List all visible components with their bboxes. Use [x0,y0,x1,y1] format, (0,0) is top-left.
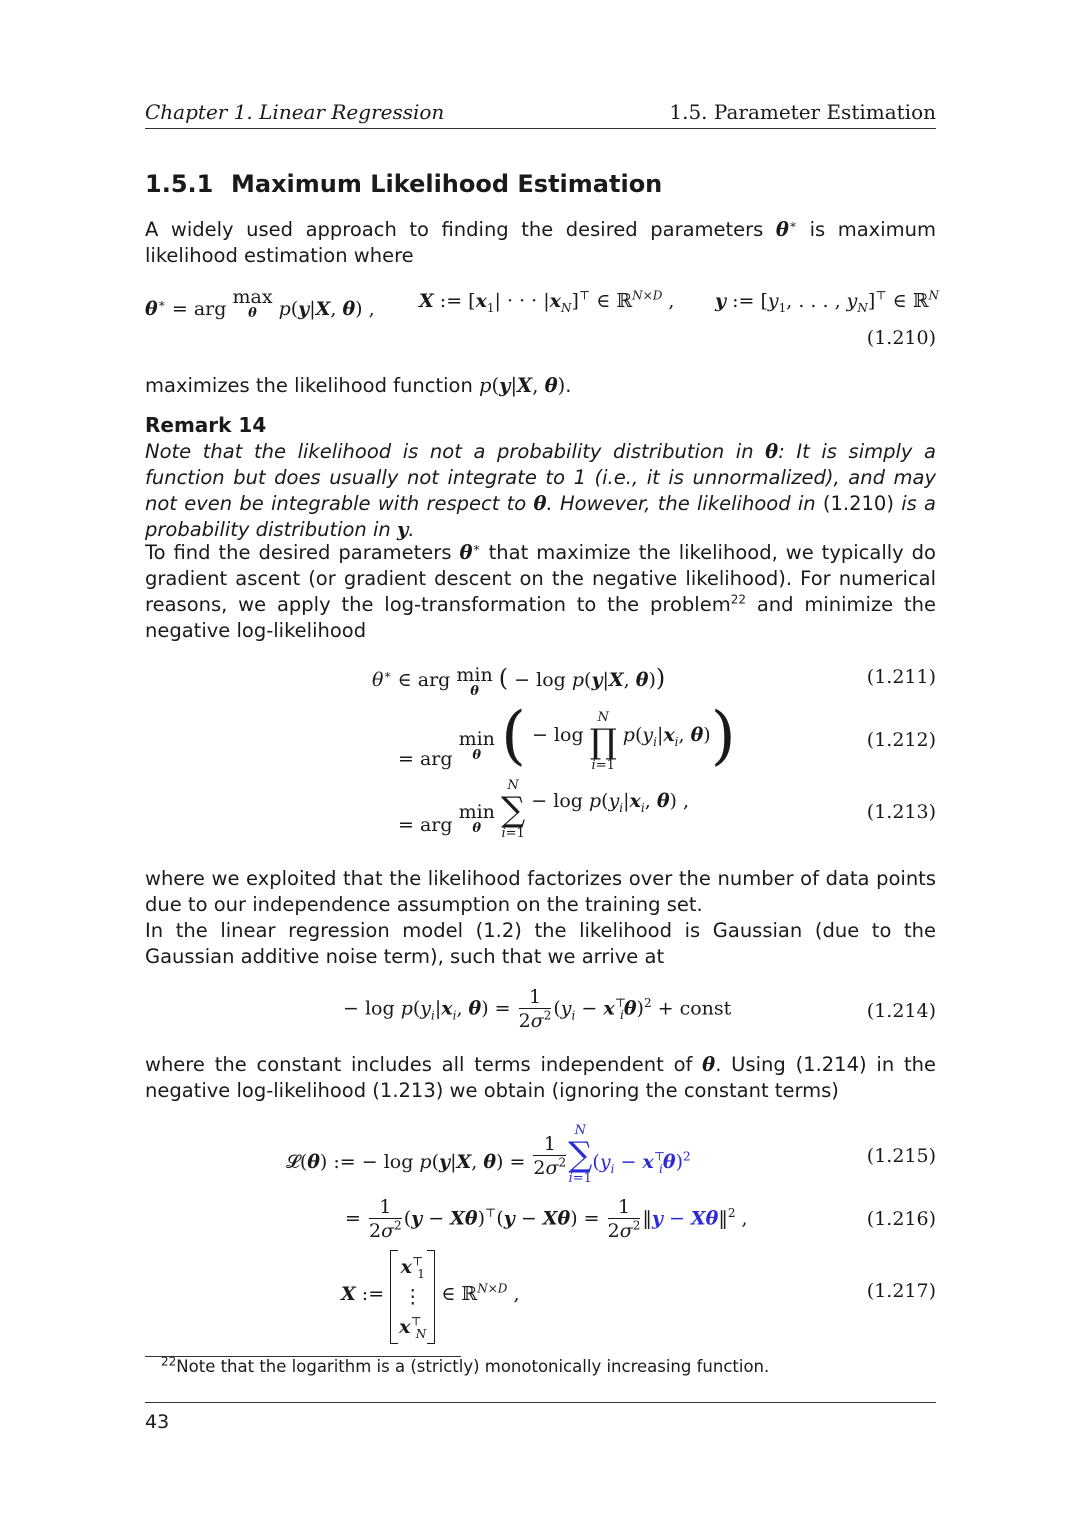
equation-1-215: 𝓛(θ) := − log p(y|X, θ) = $\frac{1}{2\sigma^2}$ N ∑ i=1 $(y_i - x^⊤_i\theta)^2$ [286,1123,691,1186]
find-text-a: To find the desired parameters [145,541,460,564]
find-text-c: and minimize the negative log-likelihood [145,593,937,642]
intro-paragraph: A widely used approach to finding the desired parameters θ∗ is maximum likelihood estimation where [145,217,936,267]
footer-rule [145,1402,936,1403]
intro-text-b: is maximum likelihood estimation where [145,218,936,267]
equation-number-1-211: (1.211) [866,666,936,688]
constant-text-a: where the constant includes all terms independent of [145,1053,703,1076]
footnote [161,1354,770,1376]
maximizes-period: . [565,374,572,397]
equation-number-1-210: (1.210) [866,327,936,349]
maximizes-text: maximizes the likelihood function [145,374,480,397]
remark-body: Note that the likelihood is not a probability distribution in θ: It is simply a function but does usually not integrate to 1 (i.e., it is unnormalized), and may not even be integrable with respect to θ. However, the likelihood in (1.210) is a probability distribution in y. [145,440,936,541]
remark-ref: (1.210) [822,492,894,515]
equation-1-210: θ∗ = arg max θ p(y|X, θ) , [145,286,375,321]
equation-1-213: = arg min θ N ∑ i=1 − $\log p(y_i|x_i$, θ) , [398,778,689,841]
section-number: 1.5.1 [145,170,214,198]
footnote-mark: 22 [161,1354,177,1369]
equation-number-1-212: (1.212) [866,729,936,751]
equation-number-1-215: (1.215) [866,1145,936,1167]
equation-1-214: − $\log p(y_i|x_i$, θ) = $\frac{1}{2\sigma^2}$ $(y_i - x^⊤_i\theta)^2$ + const [343,986,732,1032]
remark-title: Remark 14 [145,413,267,437]
header-rule [145,128,936,129]
section-heading [145,170,662,198]
linear-model-paragraph: In the linear regression model (1.2) the likelihood is Gaussian (due to the Gaussian additive noise term), such that we arrive at [145,919,936,968]
maximizes-paragraph: maximizes the likelihood function p(y|X, θ). [145,374,572,397]
running-header [145,100,936,128]
remark-text-e: . [408,518,415,541]
header-chapter: Chapter 1. Linear Regression [145,100,445,124]
find-paragraph: To find the desired parameters θ∗ that maximize the likelihood, we typically do gradient ascent (or gradient descent on the negative likelihood). For numerical reasons, we apply the log-transformation to the problem$^{22}$ and minimize the negative log-likelihood [145,540,937,642]
equation-number-1-216: (1.216) [866,1208,936,1230]
header-section: 1.5. Parameter Estimation [669,100,936,124]
remark-text-a: Note that the likelihood is not a probability distribution in [145,440,766,463]
footnote-text: Note that the logarithm is a (strictly) monotonically increasing function. [176,1357,770,1376]
equation-number-1-214: (1.214) [866,1000,936,1022]
equation-1-211: θ∗ ∈ arg min θ ( − log p(y|X, θ)) [372,664,666,699]
equation-1-212: = arg min θ ( − log N ∏ i=1 $p(y_i|x_i$, θ)) [398,699,736,773]
find-text-b: that maximize the likelihood, we typically do gradient ascent (or gradient descent on the negative likelihood). For numerical reasons, we apply the log-transformation to the problem [145,541,936,616]
intro-text-a: A widely used approach to finding the desired parameters [145,218,776,241]
remark-text-d: is a probability distribution in [145,492,936,541]
footnote-ref: 22 [730,592,746,607]
equation-number-1-213: (1.213) [866,801,936,823]
page-number: 43 [145,1411,170,1433]
equation-1-217: X := $x^⊤_1$ ⋮ $x^⊤_N$ ∈ ℝ$^{N\times D}$ , [341,1250,520,1344]
remark-text-b: : It is simply a function but does usually not integrate to 1 (i.e., it is unnormalized), and may not even be integrable with respect to [145,440,936,515]
constant-paragraph: where the constant includes all terms independent of θ. Using (1.214) in the negative log-likelihood (1.213) we obtain (ignoring the constant terms) [145,1053,936,1102]
equation-number-1-217: (1.217) [866,1280,936,1302]
remark-text-c: . However, the likelihood in [546,492,823,515]
exploited-paragraph: where we exploited that the likelihood factorizes over the number of data points due to our independence assumption on the training set. [145,867,936,916]
section-title: Maximum Likelihood Estimation [231,170,663,198]
constant-text-b: . Using (1.214) in the negative log-likelihood (1.213) we obtain (ignoring the constant terms) [145,1053,936,1102]
page [145,0,940,1527]
equation-1-210-X: X := [$x_1|$ · · · $|x_N]^⊤$ ∈ ℝ$^{N\times D}$ , [419,288,675,315]
math-theta-star: θ [775,218,789,241]
equation-1-216: = $\frac{1}{2\sigma^2}$ (y − Xθ)⊤(y − Xθ) = $\frac{1}{2\sigma^2}$ ‖y − Xθ‖$^2$ , [345,1196,748,1242]
matrix-bracket: $x^⊤_1$ ⋮ $x^⊤_N$ [390,1250,435,1344]
equation-1-210-y: y := [$y_1$, . . . , $y_N]^⊤$ ∈ ℝ$^N$ [715,288,940,315]
